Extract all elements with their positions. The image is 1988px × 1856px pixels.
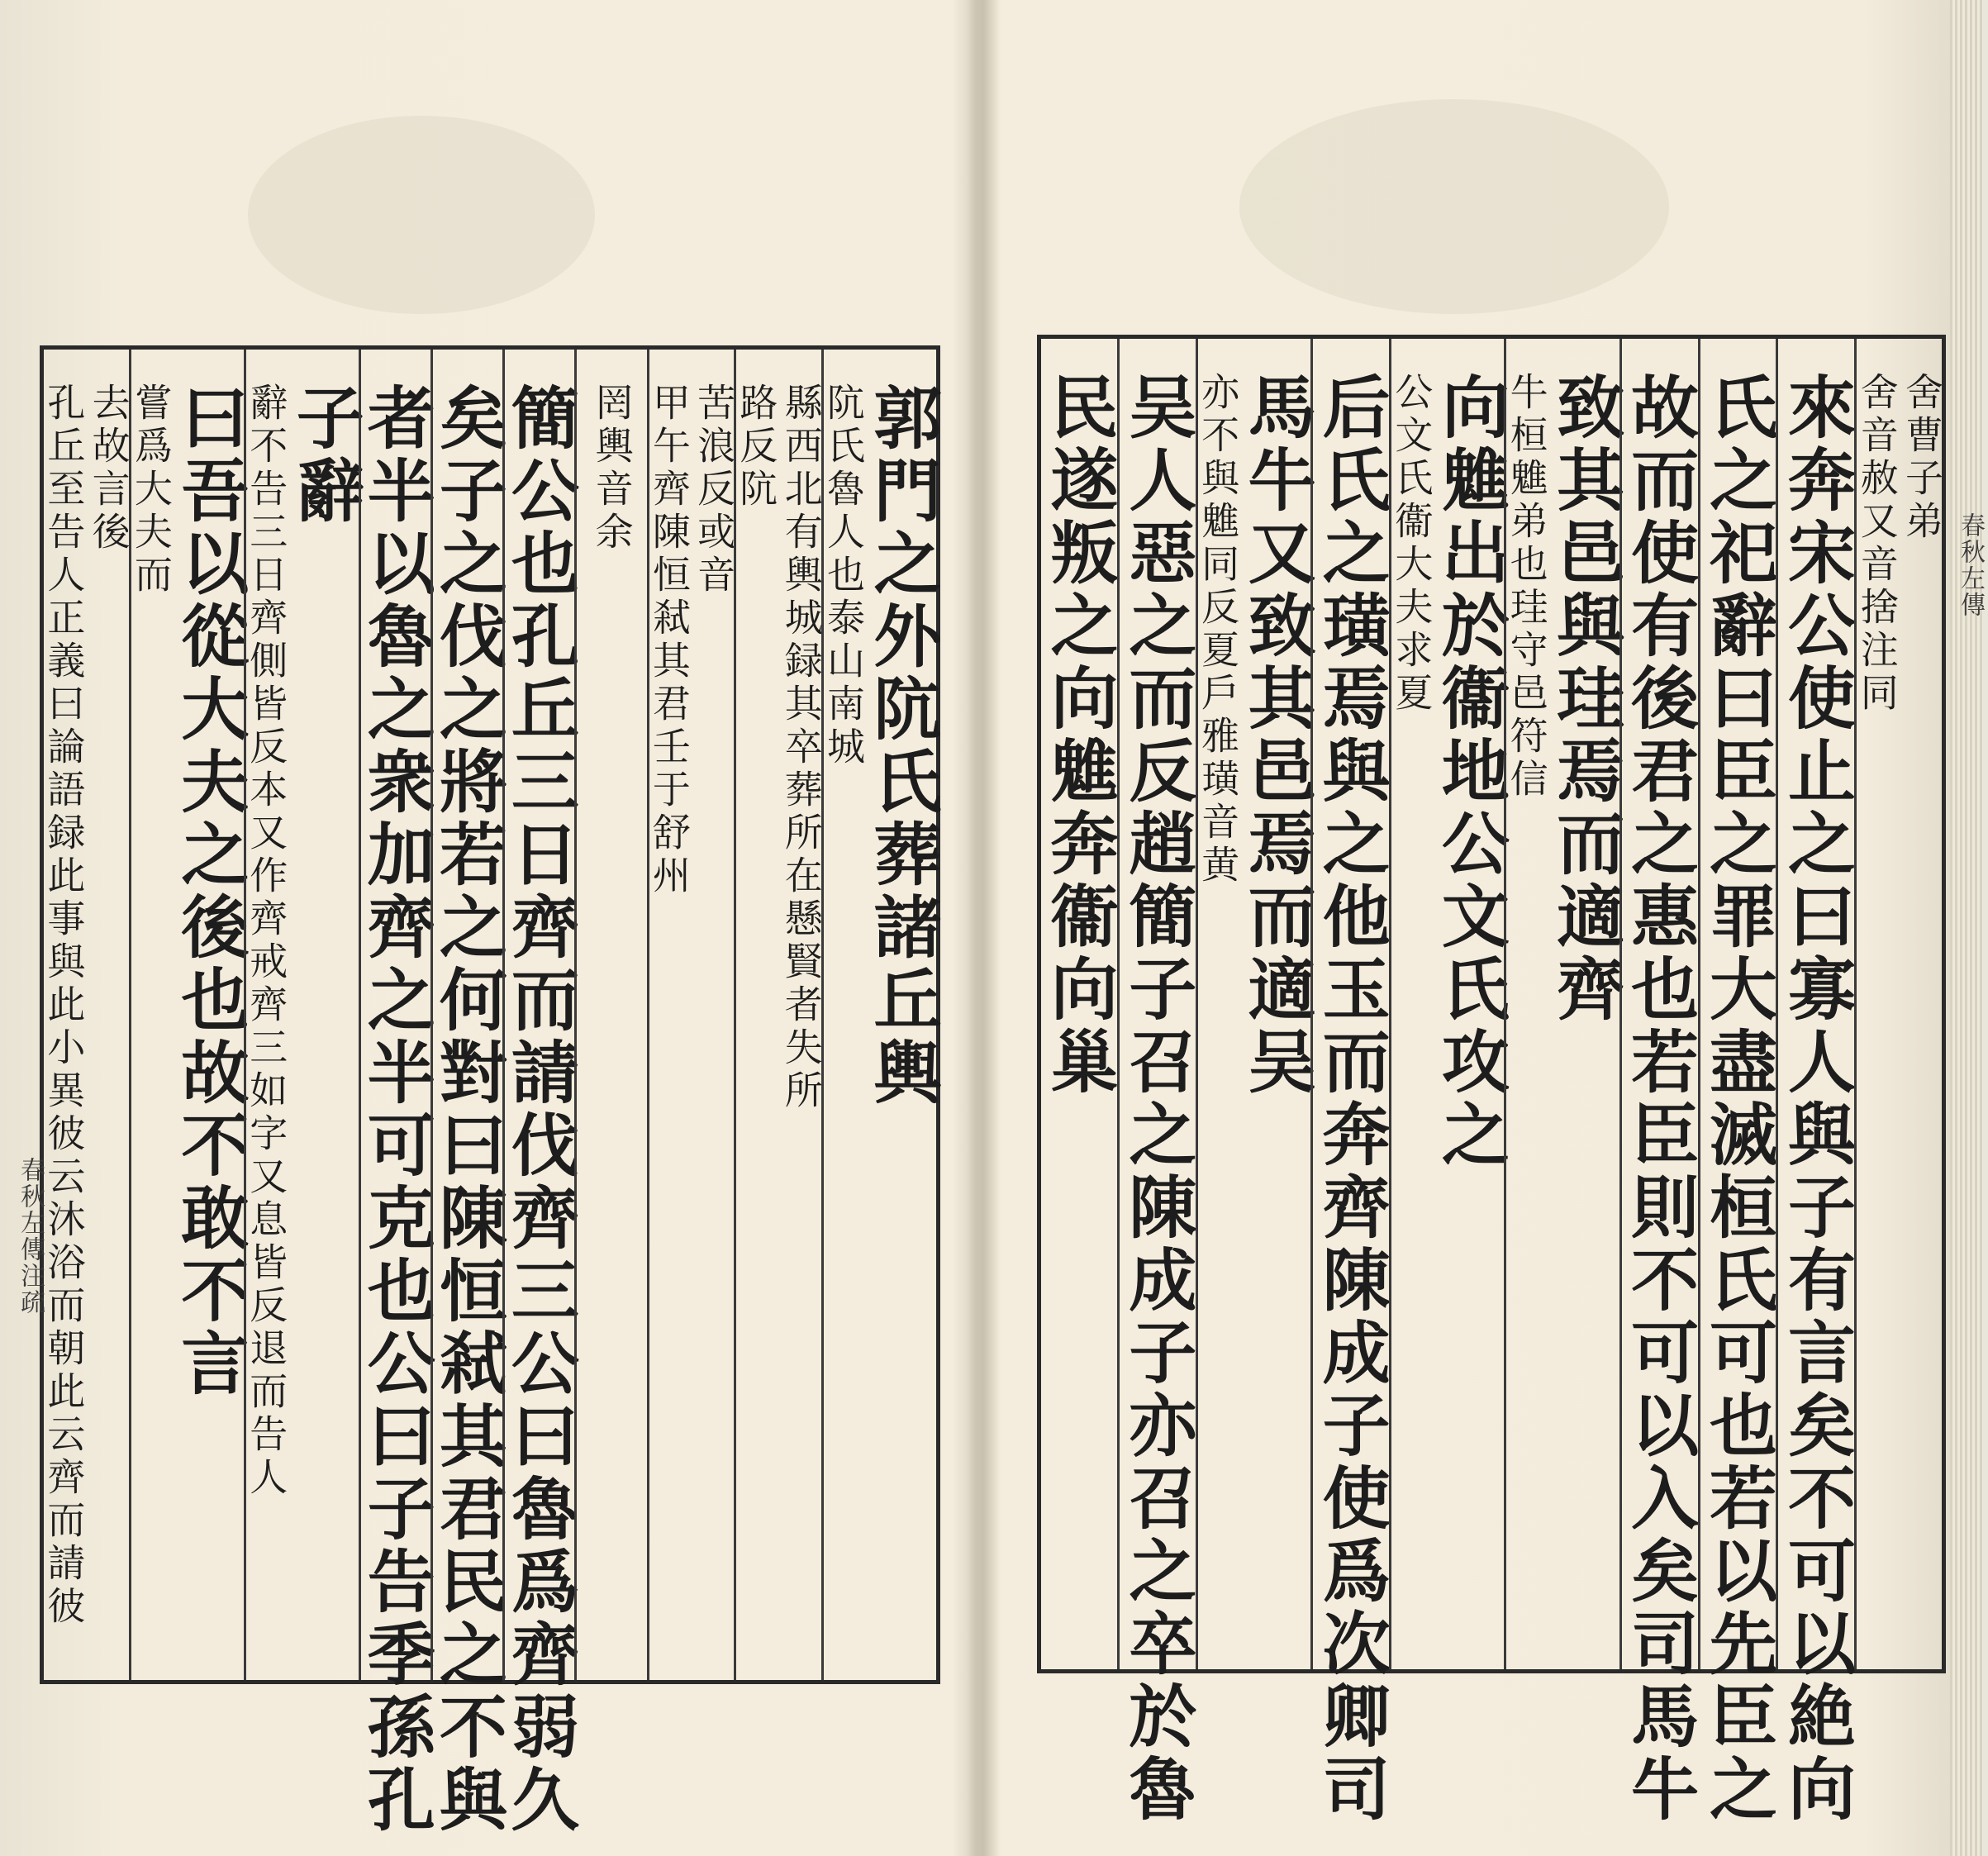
left-margin-label: 春秋左傳注疏 [16, 1157, 45, 1316]
main-text: 苦浪反或音 [692, 383, 737, 597]
right-margin-label: 春秋左傳 [1956, 512, 1985, 618]
text-column [574, 350, 646, 1680]
text-column [500, 350, 580, 1837]
commentary-text: 牛桓魋弟也珪守邑符信 [1504, 372, 1549, 802]
text-column [821, 350, 942, 1680]
commentary-text: 阬氏魯人也泰山南城 [821, 383, 866, 769]
main-text: 致其邑與珪焉而適齊 [1545, 372, 1625, 1026]
text-column [1196, 339, 1317, 1669]
text-column [356, 350, 436, 1837]
text-column [1854, 339, 1942, 1669]
commentary-text: 舍音赦又音捨注同 [1854, 372, 1900, 716]
text-column [1776, 339, 1857, 1826]
main-text: 矣子之伐之將若之何對曰陳恒弒其君民之不與 [428, 383, 508, 1837]
commentary-text: 辭不告三日齊側皆反本又作齊戒齊三如字又息皆反退而告人 [244, 383, 289, 1500]
column-content [244, 383, 365, 1680]
commentary-text: 甲午齊陳恒弒其君壬于舒州 [646, 383, 692, 898]
main-text: 來奔宋公使止之曰寡人與子有言矣不可以絶向 [1776, 372, 1857, 1826]
main-text: 故而使有後君之惠也若臣則不可以入矣司馬牛 [1619, 372, 1700, 1826]
main-text: 馬牛又致其邑焉而適吴 [1237, 372, 1317, 1099]
right-page-frame [1037, 335, 1946, 1826]
column-content [356, 383, 436, 1837]
text-column [1389, 339, 1510, 1669]
column-content [41, 383, 131, 1680]
text-column [647, 350, 735, 1680]
column-content [734, 383, 824, 1680]
column-content [1389, 372, 1510, 1669]
main-text: 民遂叛之向魋奔衞向巢 [1039, 372, 1119, 1099]
main-text: 曰吾以從大夫之後也故不敢不言 [169, 383, 250, 1401]
main-text: 氏之祀辭曰臣之罪大盡滅桓氏可也若以先臣之 [1698, 372, 1778, 1826]
text-column [128, 350, 250, 1680]
main-text: 后氏之璜焉與之他玉而奔齊陳成子使爲次卿司 [1311, 372, 1391, 1826]
column-content [1698, 372, 1778, 1826]
main-text: 吴人惡之而反趙簡子召之陳成子亦召之卒於魯 [1117, 372, 1197, 1826]
column-content [428, 383, 508, 1837]
left-page-frame [40, 345, 942, 1837]
paper-stain [248, 116, 595, 314]
main-text: 去故言後 [86, 383, 131, 554]
text-column [734, 350, 824, 1680]
column-content [500, 383, 580, 1837]
book-gutter [967, 0, 1000, 1856]
column-content [1196, 372, 1317, 1669]
text-column [1619, 339, 1700, 1826]
column-content [1854, 372, 1944, 1669]
text-column [41, 350, 131, 1680]
column-content [1311, 372, 1391, 1826]
commentary-text: 嘗爲大夫而 [128, 383, 174, 597]
text-column [1041, 339, 1117, 1669]
text-column [244, 350, 365, 1680]
column-content [1504, 372, 1625, 1669]
text-column [428, 350, 508, 1837]
column-content [1117, 372, 1197, 1826]
text-column [1117, 339, 1197, 1826]
text-column [1310, 339, 1391, 1826]
column-content [821, 383, 942, 1680]
main-text: 簡公也孔丘三日齊而請伐齊三公曰魯爲齊弱久 [500, 383, 580, 1837]
main-text: 者半以魯之衆加齊之半可克也公曰子告季孫孔 [356, 383, 436, 1837]
column-content [1619, 372, 1700, 1826]
main-text: 郭門之外阬氏葬諸丘輿 [863, 383, 942, 1110]
left-page-columns [41, 350, 942, 1837]
right-page-columns [1039, 339, 1944, 1826]
commentary-text: 亦不與魋同反夏戶雅璜音黄 [1196, 372, 1241, 888]
text-column [1504, 339, 1625, 1669]
page-edge [1950, 0, 1983, 1856]
column-content [589, 383, 635, 1680]
column-content [1039, 372, 1119, 1669]
commentary-text: 孔丘至告人正義曰論語録此事與此小異彼云沐浴而朝此云齊而請彼 [41, 383, 87, 1629]
column-content [646, 383, 737, 1680]
paper-stain [1239, 99, 1669, 314]
main-text: 子辭 [285, 383, 365, 528]
main-text: 縣西北有輿城録其卒葬所在懸賢者失所 [778, 383, 824, 1113]
main-text: 罔輿音余 [589, 383, 635, 554]
main-text: 向魋出於衞地公文氏攻之 [1430, 372, 1510, 1172]
commentary-text: 路反阬 [734, 383, 779, 512]
main-text: 舍曹子弟 [1900, 372, 1944, 544]
column-content [1776, 372, 1857, 1826]
column-content [128, 383, 250, 1680]
text-column [1698, 339, 1778, 1826]
commentary-text: 公文氏衞大夫求夏 [1389, 372, 1434, 716]
